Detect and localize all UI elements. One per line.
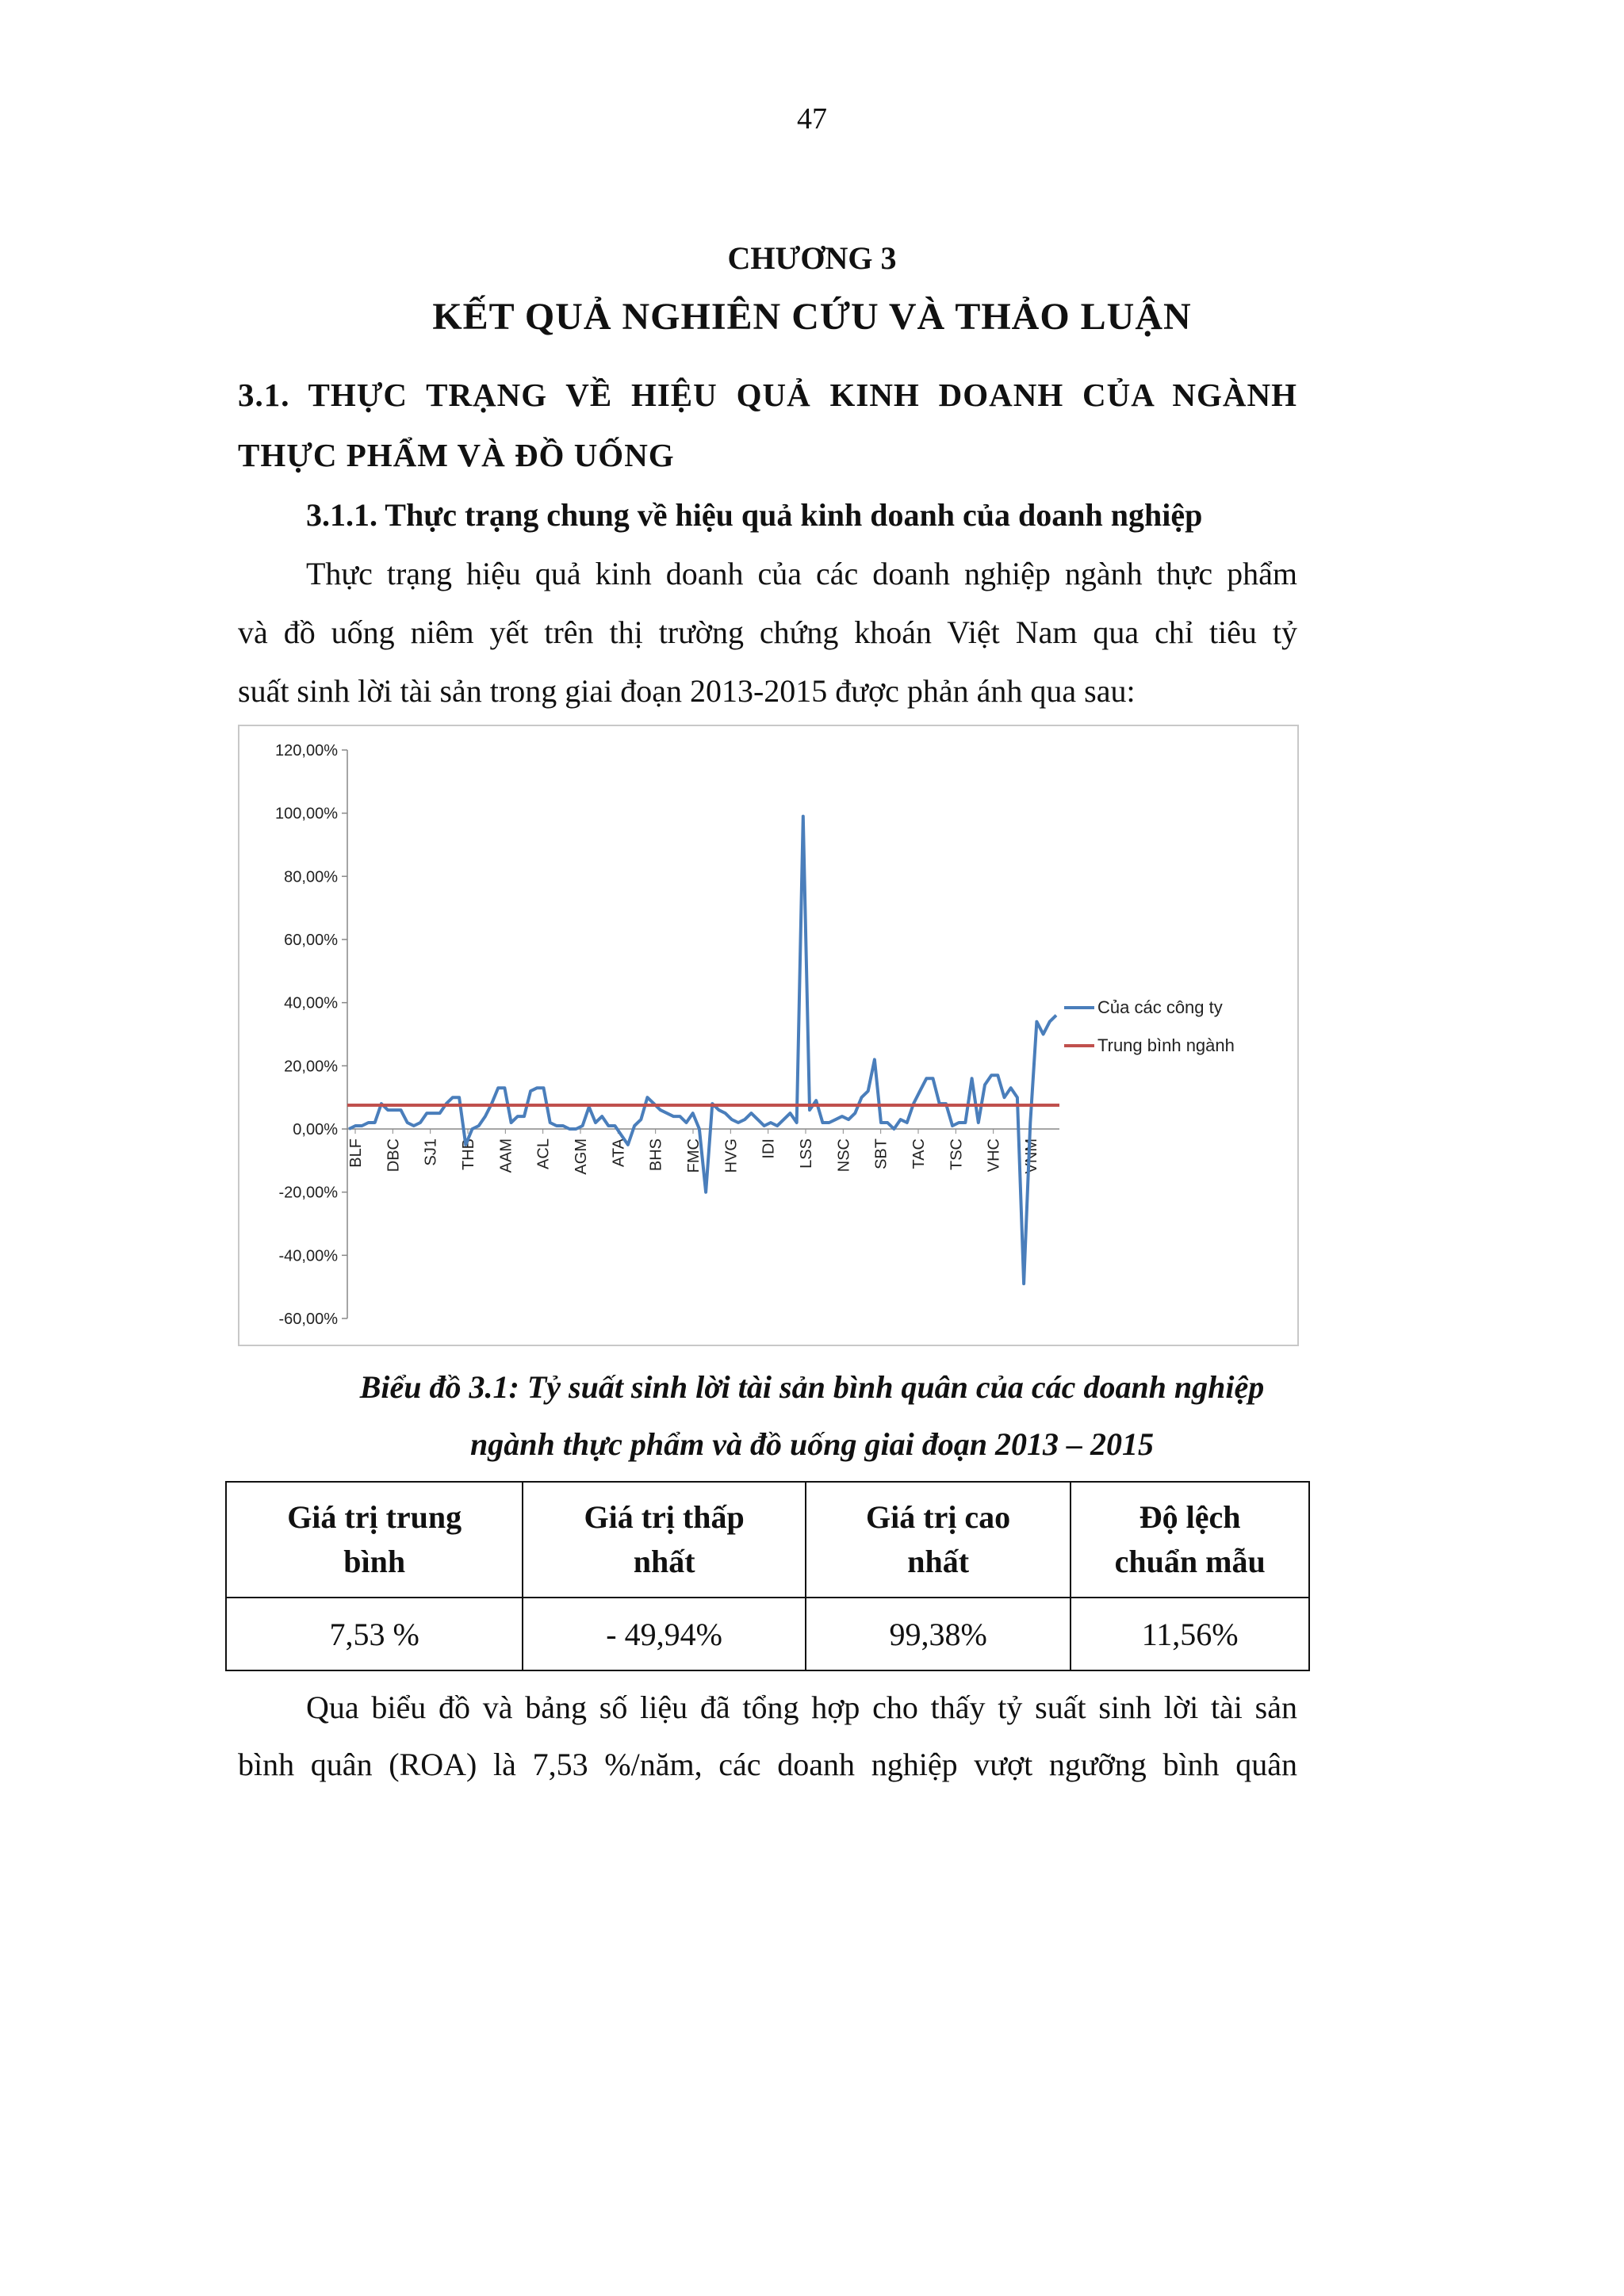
paragraph2-line2: bình quân (ROA) là 7,53 %/năm, các doanh nghiệp vượt ngưỡng bình quân bbox=[238, 1747, 1297, 1782]
chart-caption-line2: ngành thực phẩm và đồ uống giai đoạn 2013 – 2015 bbox=[470, 1426, 1154, 1462]
paragraph1-line3: suất sinh lời tài sản trong giai đoạn 2013-2015 được phản ánh qua sau: bbox=[238, 673, 1136, 709]
y-tick-label: 120,00% bbox=[275, 742, 338, 760]
category-label: THB bbox=[460, 1138, 477, 1170]
section-heading-line2: THỰC PHẨM VÀ ĐỒ UỐNG bbox=[238, 437, 675, 473]
category-label: LSS bbox=[798, 1138, 815, 1169]
header-max bbox=[806, 1482, 1071, 1598]
y-tick-label: -40,00% bbox=[278, 1247, 338, 1265]
category-label: VHC bbox=[985, 1138, 1003, 1173]
header-min-text: Giá trị thấp nhất bbox=[584, 1499, 745, 1579]
category-label: BHS bbox=[647, 1138, 665, 1172]
series-company-line bbox=[349, 817, 1056, 1284]
chapter-title: KẾT QUẢ NGHIÊN CỨU VÀ THẢO LUẬN bbox=[432, 296, 1192, 338]
header-mean-text: Giá trị trung bình bbox=[287, 1499, 462, 1579]
category-label: TSC bbox=[948, 1138, 966, 1170]
roa-line-chart bbox=[238, 725, 1299, 1346]
table-header-row bbox=[226, 1482, 1309, 1598]
value-max: 99,38% bbox=[806, 1598, 1071, 1670]
value-mean: 7,53 % bbox=[226, 1598, 523, 1670]
paragraph1-line2: và đồ uống niêm yết trên thị trường chứng khoán Việt Nam qua chỉ tiêu tỷ bbox=[238, 614, 1297, 650]
category-label: ACL bbox=[534, 1138, 553, 1169]
y-tick-label: 20,00% bbox=[284, 1058, 338, 1076]
category-label: AGM bbox=[573, 1138, 590, 1175]
y-tick-label: -20,00% bbox=[278, 1184, 338, 1202]
category-label: SJ1 bbox=[422, 1138, 440, 1166]
section-heading-line1: 3.1. THỰC TRẠNG VỀ HIỆU QUẢ KINH DOANH CỦA NGÀNH bbox=[238, 377, 1297, 413]
chart-caption-line1: Biểu đồ 3.1: Tỷ suất sinh lời tài sản bình quân của các doanh nghiệp bbox=[359, 1369, 1265, 1405]
category-label: FMC bbox=[685, 1138, 703, 1173]
subsection-heading: 3.1.1. Thực trạng chung về hiệu quả kinh doanh của doanh nghiệp bbox=[306, 497, 1203, 533]
y-tick-label: 0,00% bbox=[293, 1121, 338, 1138]
page-number: 47 bbox=[797, 102, 827, 136]
header-min bbox=[523, 1482, 805, 1598]
category-label: IDI bbox=[760, 1138, 778, 1159]
category-label: AAM bbox=[497, 1138, 515, 1173]
statistics-table bbox=[225, 1481, 1310, 1671]
header-max-text: Giá trị cao nhất bbox=[866, 1499, 1011, 1579]
chapter-label: CHƯƠNG 3 bbox=[727, 240, 897, 276]
y-tick-label: -60,00% bbox=[278, 1311, 338, 1328]
value-stddev: 11,56% bbox=[1071, 1598, 1309, 1670]
category-label: VNM bbox=[1023, 1138, 1040, 1174]
header-stddev-text: Độ lệch chuẩn mẫu bbox=[1114, 1499, 1266, 1579]
header-mean bbox=[226, 1482, 523, 1598]
category-label: BLF bbox=[347, 1138, 365, 1168]
value-min: - 49,94% bbox=[523, 1598, 805, 1670]
y-tick-label: 80,00% bbox=[284, 868, 338, 886]
header-stddev bbox=[1071, 1482, 1309, 1598]
legend-label-industry: Trung bình ngành bbox=[1097, 1035, 1235, 1055]
legend-label-company: Của các công ty bbox=[1097, 997, 1223, 1017]
category-label: DBC bbox=[385, 1138, 403, 1173]
category-label: TAC bbox=[910, 1138, 928, 1169]
chart-canvas bbox=[239, 726, 1297, 1345]
y-tick-label: 100,00% bbox=[275, 805, 338, 823]
paragraph1-line1: Thực trạng hiệu quả kinh doanh của các doanh nghiệp ngành thực phẩm bbox=[306, 556, 1297, 591]
category-label: NSC bbox=[835, 1138, 853, 1173]
paragraph2-line1: Qua biểu đồ và bảng số liệu đã tổng hợp cho thấy tỷ suất sinh lời tài sản bbox=[306, 1689, 1297, 1725]
category-label: SBT bbox=[872, 1138, 891, 1169]
category-label: ATA bbox=[610, 1138, 628, 1167]
y-tick-label: 60,00% bbox=[284, 932, 338, 949]
table-row bbox=[226, 1598, 1309, 1670]
y-tick-label: 40,00% bbox=[284, 994, 338, 1012]
category-label: HVG bbox=[722, 1138, 741, 1173]
